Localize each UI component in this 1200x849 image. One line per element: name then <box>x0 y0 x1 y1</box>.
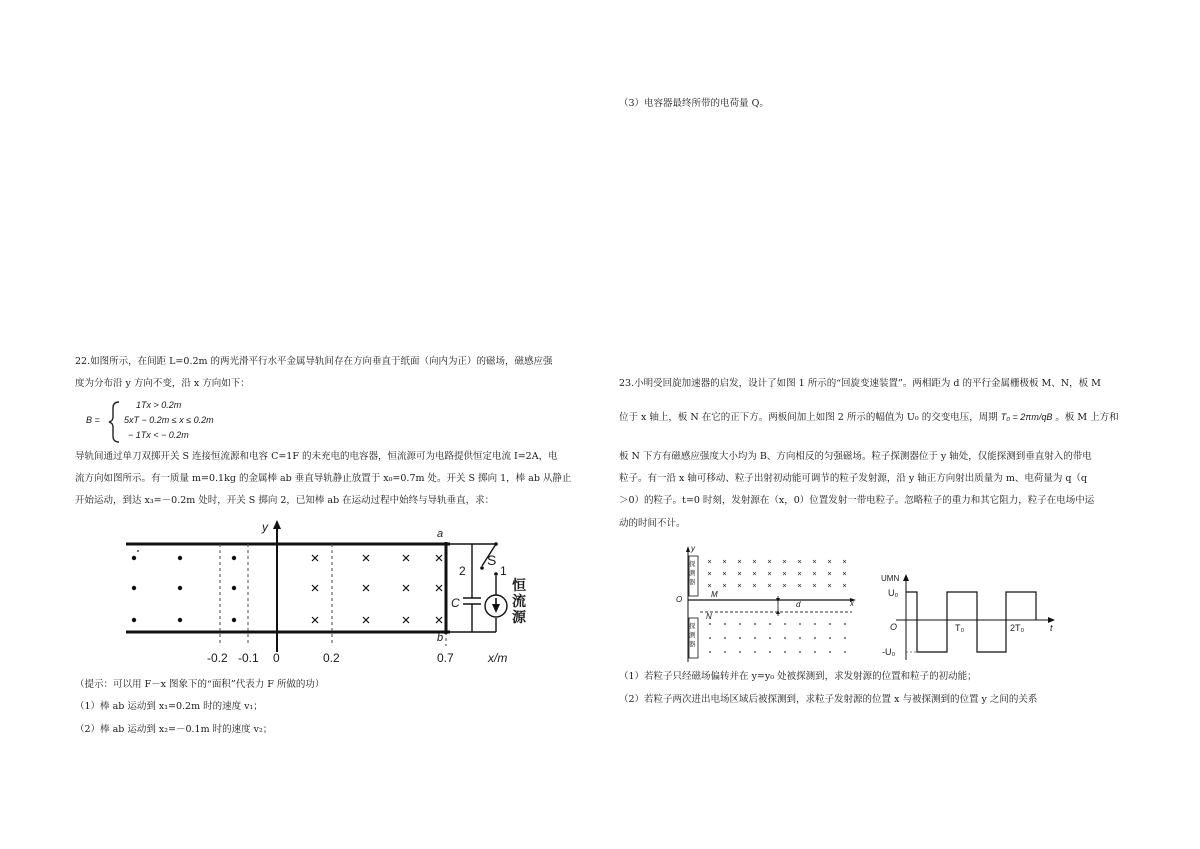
q23-fig2-t0: T₀ <box>955 623 965 633</box>
formula-lhs: B = <box>86 415 100 425</box>
q23-fig2-v-label: UMN <box>881 574 900 583</box>
q23-figure2-voltage-wave <box>880 572 1060 662</box>
formula-case-1: 1Tx > 0.2m <box>136 400 182 410</box>
q23-fig1-y-label: y <box>691 544 695 553</box>
q22-rail-figure <box>120 518 540 668</box>
q23-fig1-plate-m-label: M <box>711 590 718 599</box>
q22-hint: （提示：可以用 F－x 图象下的“面积”代表力 F 所做的功） <box>75 679 325 690</box>
q23-period-formula: T₀ = 2πm/qB <box>1000 412 1053 422</box>
q22-fig-tick-neg02: -0.2 <box>207 651 228 665</box>
q23-fig1-detector-lower: 探 测 器 <box>689 622 696 648</box>
q22-fig-switch-1: 1 <box>500 564 507 578</box>
q22-fig-tick-07: 0.7 <box>437 651 454 665</box>
q23-sub2: （2）若粒子两次进出电场区域后被探测到，求粒子发射源的位置 x 与被探测到的位置 y 之间的关系 <box>619 694 1038 705</box>
q22-fig-tick-0: 0 <box>273 651 280 665</box>
q22-fig-capacitor-label: C <box>451 596 460 610</box>
q23-fig2-u0: U₀ <box>888 588 899 598</box>
q22-intro-line2: 度为分布沿 y 方向不变，沿 x 方向如下： <box>75 378 250 389</box>
q23-fig1-d-label: d <box>796 600 801 609</box>
formula-brace-icon <box>108 400 122 444</box>
q22-fig-x-label: x/m <box>488 651 508 665</box>
q22-fig-switch-label: S <box>487 552 497 568</box>
q23-line3: 板 N 下方有磁感应强度大小均为 B、方向相反的匀强磁场。粒子探测器位于 y 轴处，仅能探测到垂直射入的带电 <box>619 451 1092 462</box>
q22-body-line2: 流方向如图所示。有一质量 m=0.1kg 的金属棒 ab 垂直导轨静止放置于 x₀=0.7m 处。开关 S 掷向 1，棒 ab 从静止 <box>75 473 572 484</box>
q23-fig2-origin: O <box>890 622 898 632</box>
q23-fig1-origin-label: O <box>676 595 683 604</box>
formula-case-3: − 1Tx < − 0.2m <box>128 430 189 440</box>
q22-sub2: （2）棒 ab 运动到 x₂=－0.1m 时的速度 v₂； <box>75 724 273 735</box>
q23-sub1: （1）若粒子只经磁场偏转并在 y=y₀ 处被探测到，求发射源的位置和粒子的初动能； <box>619 671 977 682</box>
q23-line2: 位于 x 轴上，板 N 在它的正下方。两板间加上如图 2 所示的幅值为 U₀ 的交变电压，周期 T₀ = 2πm/qB 。板 M 上方和 <box>619 412 1119 423</box>
q23-figure1 <box>680 544 870 664</box>
q22-intro-line1: 22.如图所示，在间距 L=0.2m 的两光滑平行水平金属导轨间存在方向垂直于纸面（向内为正）的磁场，磁感应强 <box>75 356 553 367</box>
q22-fig-y-label: y <box>262 520 268 534</box>
q23-line6: 动的时间不计。 <box>619 518 686 529</box>
q23-fig2-2t0: 2T₀ <box>1010 623 1025 633</box>
q22-fig-tick-02: 0.2 <box>323 651 340 665</box>
q23-fig2-neg-u0: -U₀ <box>882 647 896 657</box>
formula-case-2: 5xT − 0.2m ≤ x ≤ 0.2m <box>124 415 214 425</box>
q22-body-line3: 开始运动，到达 x₃=－0.2m 处时，开关 S 掷向 2，已知棒 ab 在运动过程中始终与导轨垂直，求： <box>75 495 495 506</box>
q23-fig2-t-label: t <box>1050 623 1053 633</box>
q23-line4: 粒子。有一沿 x 轴可移动、粒子出射初动能可调节的粒子发射源，沿 y 轴正方向射出质量为 m、电荷量为 q（q <box>619 473 1088 484</box>
q22-sub1: （1）棒 ab 运动到 x₁=0.2m 时的速度 v₁； <box>75 701 263 712</box>
q23-fig1-x-label: x <box>850 599 854 608</box>
q22-fig-b-label: b <box>437 632 444 644</box>
q22-fig-a-label: a <box>437 528 444 540</box>
q22-fig-source-label: 恒 流 源 <box>512 578 526 626</box>
q22-body-line1: 导轨间通过单刀双掷开关 S 连接恒流源和电容 C=1F 的未充电的电容器，恒流源可为电路提供恒定电流 I=2A，电 <box>75 451 558 462</box>
q22-fig-switch-2: 2 <box>459 564 466 578</box>
q21-part3-text: （3）电容器最终所带的电荷量 Q。 <box>619 98 769 109</box>
q23-line1: 23.小明受回旋加速器的启发，设计了如图 1 所示的“回旋变速装置”。两相距为 d 的平行金属栅极板 M、N，板 M <box>619 378 1101 389</box>
q22-piecewise-formula <box>84 400 284 444</box>
q23-line5: ＞0）的粒子。t=0 时刻，发射源在（x，0）位置发射一带电粒子。忽略粒子的重力和其它阻力，粒子在电场中运 <box>619 495 1095 506</box>
q23-fig1-plate-n-label: N <box>706 612 712 621</box>
q22-fig-tick-neg01: -0.1 <box>238 651 259 665</box>
q23-fig1-detector-upper: 探 测 器 <box>689 560 696 586</box>
